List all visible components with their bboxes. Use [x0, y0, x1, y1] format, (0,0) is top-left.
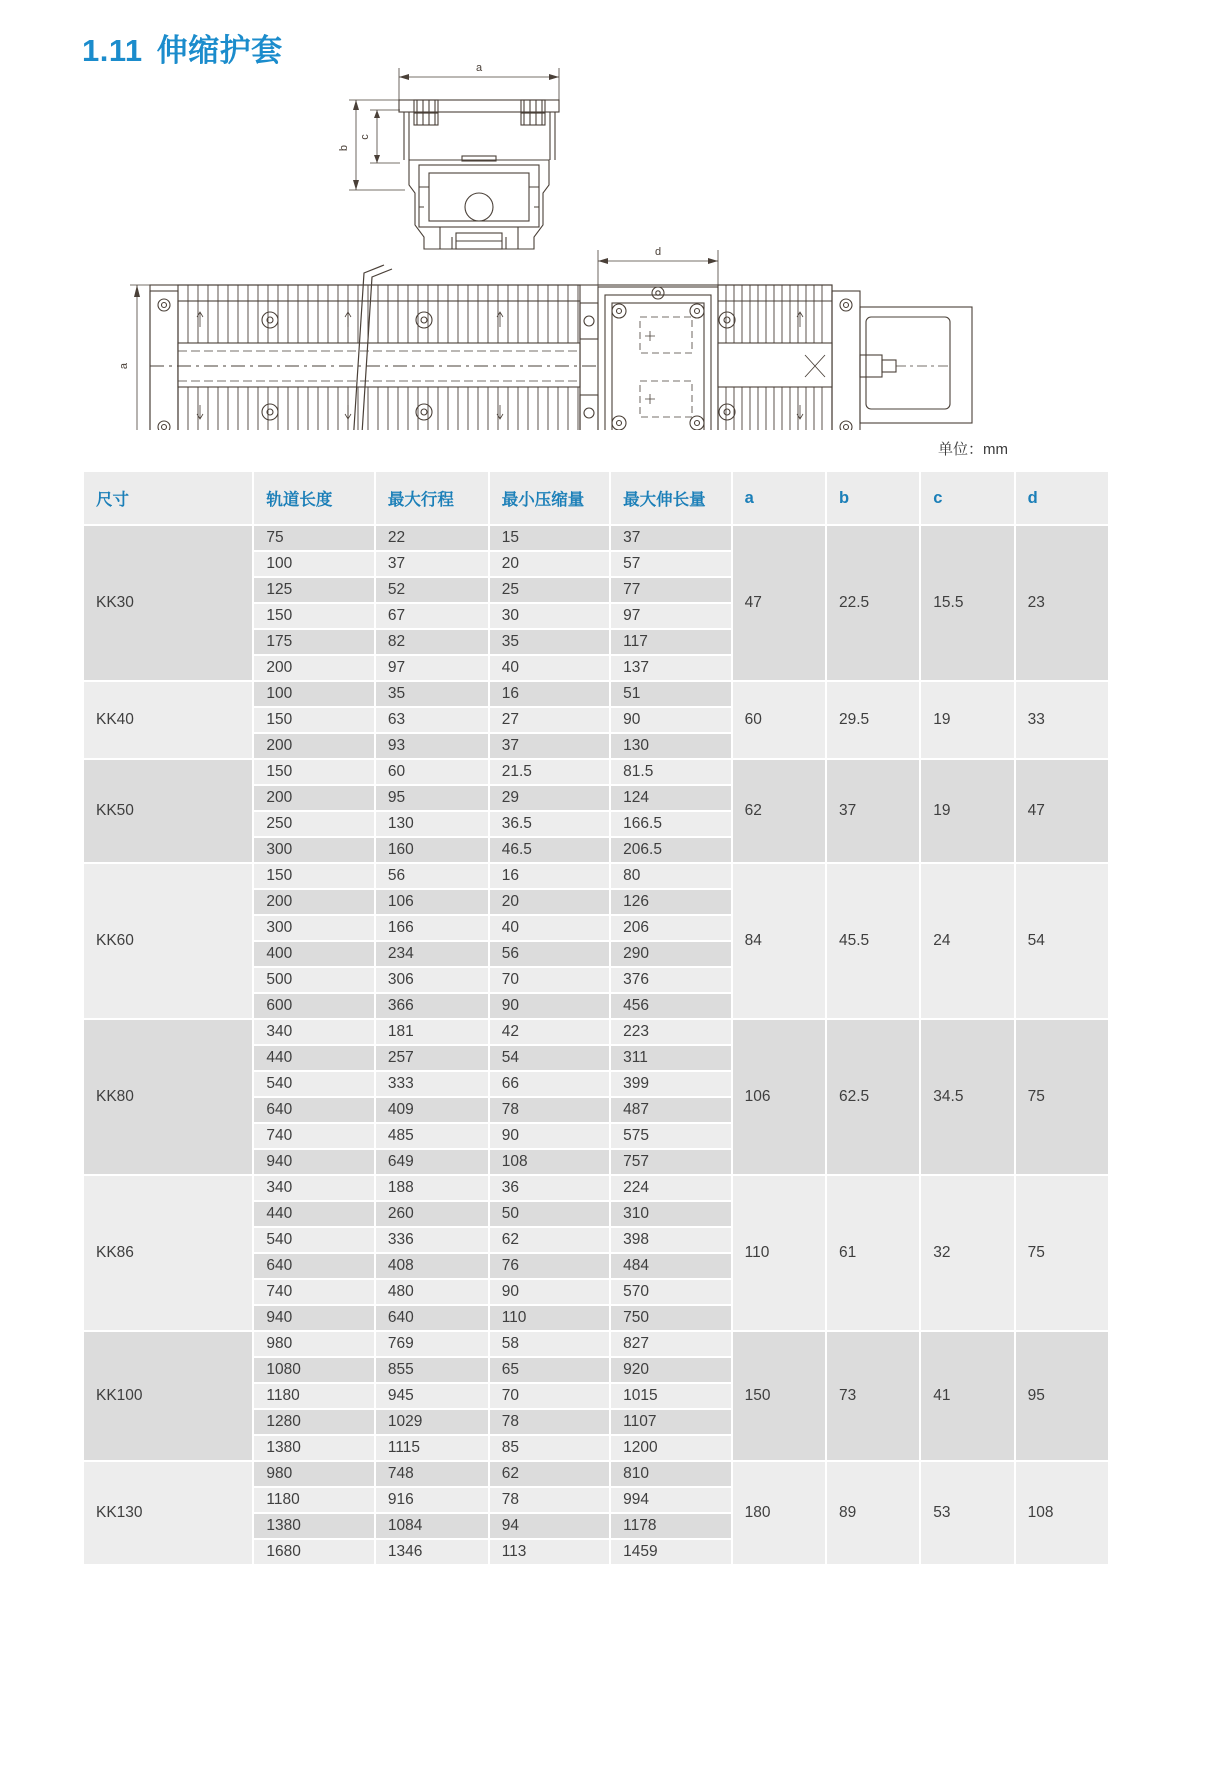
- cell-min-compression: 36: [490, 1176, 609, 1200]
- cell-max-travel: 37: [376, 552, 488, 576]
- cell-max-extension: 166.5: [611, 812, 730, 836]
- cell-rail-length: 100: [254, 682, 373, 706]
- table-row: [84, 864, 1108, 888]
- cell-max-extension: 1107: [611, 1410, 730, 1434]
- cell-rail-length: 340: [254, 1020, 373, 1044]
- cell-rail-length: 200: [254, 734, 373, 758]
- cell-rail-length: 150: [254, 708, 373, 732]
- cell-min-compression: 15: [490, 526, 609, 550]
- cell-max-travel: 130: [376, 812, 488, 836]
- cell-rail-length: 200: [254, 890, 373, 914]
- cell-min-compression: 40: [490, 656, 609, 680]
- cell-min-compression: 65: [490, 1358, 609, 1382]
- cell-rail-length: 125: [254, 578, 373, 602]
- cell-max-extension: 487: [611, 1098, 730, 1122]
- cell-max-travel: 67: [376, 604, 488, 628]
- cell-max-extension: 994: [611, 1488, 730, 1512]
- cell-size: KK50: [84, 760, 252, 862]
- cell-rail-length: 150: [254, 760, 373, 784]
- cell-min-compression: 62: [490, 1228, 609, 1252]
- dim-label-a-side: a: [118, 362, 130, 370]
- cell-max-travel: 257: [376, 1046, 488, 1070]
- cell-min-compression: 58: [490, 1332, 609, 1356]
- cell-a: 110: [733, 1176, 825, 1330]
- cell-rail-length: 300: [254, 916, 373, 940]
- cell-max-extension: 1459: [611, 1540, 730, 1564]
- header-size: 尺寸: [84, 472, 252, 524]
- cell-max-travel: 93: [376, 734, 488, 758]
- cell-max-travel: 22: [376, 526, 488, 550]
- cell-max-travel: 945: [376, 1384, 488, 1408]
- dim-label-d-top: d: [654, 246, 662, 258]
- cell-min-compression: 90: [490, 1280, 609, 1304]
- cell-max-extension: 1200: [611, 1436, 730, 1460]
- cell-min-compression: 35: [490, 630, 609, 654]
- cell-c: 41: [921, 1332, 1013, 1460]
- cell-min-compression: 27: [490, 708, 609, 732]
- cell-min-compression: 54: [490, 1046, 609, 1070]
- cell-max-travel: 60: [376, 760, 488, 784]
- cell-rail-length: 1080: [254, 1358, 373, 1382]
- cell-max-travel: 95: [376, 786, 488, 810]
- cell-max-extension: 1178: [611, 1514, 730, 1538]
- cell-rail-length: 600: [254, 994, 373, 1018]
- cell-max-extension: 575: [611, 1124, 730, 1148]
- cell-max-travel: 336: [376, 1228, 488, 1252]
- cell-a: 84: [733, 864, 825, 1018]
- cell-size: KK130: [84, 1462, 252, 1564]
- cell-min-compression: 16: [490, 864, 609, 888]
- cell-max-travel: 855: [376, 1358, 488, 1382]
- cell-min-compression: 46.5: [490, 838, 609, 862]
- cell-max-travel: 1346: [376, 1540, 488, 1564]
- cell-size: KK60: [84, 864, 252, 1018]
- cell-max-travel: 1084: [376, 1514, 488, 1538]
- cell-max-travel: 35: [376, 682, 488, 706]
- cell-rail-length: 1280: [254, 1410, 373, 1434]
- cell-max-travel: 649: [376, 1150, 488, 1174]
- cell-size: KK30: [84, 526, 252, 680]
- cell-c: 34.5: [921, 1020, 1013, 1174]
- cell-max-travel: 188: [376, 1176, 488, 1200]
- cell-min-compression: 85: [490, 1436, 609, 1460]
- unit-note: 单位：mm: [938, 441, 1008, 458]
- cell-max-extension: 398: [611, 1228, 730, 1252]
- cell-min-compression: 66: [490, 1072, 609, 1096]
- cell-max-travel: 56: [376, 864, 488, 888]
- cell-rail-length: 740: [254, 1280, 373, 1304]
- cell-c: 19: [921, 682, 1013, 758]
- technical-drawing: [0, 55, 1223, 430]
- cell-rail-length: 1180: [254, 1488, 373, 1512]
- cell-min-compression: 21.5: [490, 760, 609, 784]
- table-row: [84, 1332, 1108, 1356]
- cell-size: KK80: [84, 1020, 252, 1174]
- cell-min-compression: 70: [490, 1384, 609, 1408]
- cell-max-extension: 223: [611, 1020, 730, 1044]
- cell-min-compression: 40: [490, 916, 609, 940]
- dim-label-b-left: b: [338, 144, 350, 152]
- cell-size: KK100: [84, 1332, 252, 1460]
- cell-min-compression: 16: [490, 682, 609, 706]
- cell-rail-length: 980: [254, 1462, 373, 1486]
- table-row: [84, 1176, 1108, 1200]
- cell-max-extension: 290: [611, 942, 730, 966]
- cell-c: 32: [921, 1176, 1013, 1330]
- cell-rail-length: 500: [254, 968, 373, 992]
- cell-b: 37: [827, 760, 919, 862]
- cell-max-travel: 409: [376, 1098, 488, 1122]
- drawing-svg: [0, 55, 1223, 430]
- cell-max-travel: 748: [376, 1462, 488, 1486]
- cell-rail-length: 100: [254, 552, 373, 576]
- cell-max-extension: 124: [611, 786, 730, 810]
- cell-rail-length: 250: [254, 812, 373, 836]
- cell-rail-length: 200: [254, 786, 373, 810]
- cell-min-compression: 37: [490, 734, 609, 758]
- header-max-extension: 最大伸长量: [611, 472, 730, 524]
- header-max-travel: 最大行程: [376, 472, 488, 524]
- cell-c: 19: [921, 760, 1013, 862]
- cell-rail-length: 440: [254, 1046, 373, 1070]
- cell-max-extension: 920: [611, 1358, 730, 1382]
- cell-max-travel: 63: [376, 708, 488, 732]
- cell-d: 23: [1016, 526, 1108, 680]
- cell-max-extension: 117: [611, 630, 730, 654]
- cell-rail-length: 540: [254, 1072, 373, 1096]
- header-rail-length: 轨道长度: [254, 472, 373, 524]
- spec-table-container: [82, 470, 1110, 1566]
- cell-c: 15.5: [921, 526, 1013, 680]
- header-min-compression: 最小压缩量: [490, 472, 609, 524]
- cell-min-compression: 78: [490, 1488, 609, 1512]
- cell-max-travel: 52: [376, 578, 488, 602]
- cell-min-compression: 30: [490, 604, 609, 628]
- cell-max-travel: 82: [376, 630, 488, 654]
- cell-max-extension: 206.5: [611, 838, 730, 862]
- cell-max-extension: 399: [611, 1072, 730, 1096]
- cell-min-compression: 90: [490, 1124, 609, 1148]
- spec-table: [82, 470, 1110, 1566]
- cell-max-travel: 160: [376, 838, 488, 862]
- cell-min-compression: 36.5: [490, 812, 609, 836]
- spec-table-header-row: [84, 472, 1108, 524]
- cell-min-compression: 90: [490, 994, 609, 1018]
- cell-min-compression: 56: [490, 942, 609, 966]
- cell-min-compression: 42: [490, 1020, 609, 1044]
- cell-max-extension: 80: [611, 864, 730, 888]
- cell-max-travel: 1029: [376, 1410, 488, 1434]
- cell-min-compression: 25: [490, 578, 609, 602]
- page-title-number: 1.11: [82, 33, 143, 68]
- cell-max-extension: 376: [611, 968, 730, 992]
- cell-d: 75: [1016, 1020, 1108, 1174]
- cell-size: KK40: [84, 682, 252, 758]
- cell-min-compression: 78: [490, 1410, 609, 1434]
- cell-d: 54: [1016, 864, 1108, 1018]
- header-d: d: [1016, 472, 1108, 524]
- cell-max-extension: 310: [611, 1202, 730, 1226]
- cell-max-travel: 106: [376, 890, 488, 914]
- header-c: c: [921, 472, 1013, 524]
- cell-rail-length: 150: [254, 864, 373, 888]
- cell-min-compression: 29: [490, 786, 609, 810]
- cell-a: 62: [733, 760, 825, 862]
- cell-min-compression: 94: [490, 1514, 609, 1538]
- cell-max-travel: 234: [376, 942, 488, 966]
- cell-c: 53: [921, 1462, 1013, 1564]
- cell-max-travel: 97: [376, 656, 488, 680]
- cell-rail-length: 640: [254, 1098, 373, 1122]
- header-a: a: [733, 472, 825, 524]
- cell-max-extension: 456: [611, 994, 730, 1018]
- cell-max-extension: 757: [611, 1150, 730, 1174]
- cell-max-travel: 260: [376, 1202, 488, 1226]
- cell-b: 45.5: [827, 864, 919, 1018]
- cell-d: 33: [1016, 682, 1108, 758]
- cell-rail-length: 940: [254, 1306, 373, 1330]
- cell-max-extension: 1015: [611, 1384, 730, 1408]
- cell-max-travel: 333: [376, 1072, 488, 1096]
- cell-a: 150: [733, 1332, 825, 1460]
- cell-min-compression: 110: [490, 1306, 609, 1330]
- dim-label-c-inner: c: [359, 134, 371, 140]
- cell-rail-length: 400: [254, 942, 373, 966]
- cell-max-extension: 81.5: [611, 760, 730, 784]
- cell-d: 75: [1016, 1176, 1108, 1330]
- cell-min-compression: 62: [490, 1462, 609, 1486]
- cell-rail-length: 540: [254, 1228, 373, 1252]
- cell-rail-length: 200: [254, 656, 373, 680]
- page-title-text: 伸缩护套: [156, 33, 283, 68]
- table-row: [84, 1020, 1108, 1044]
- cell-max-extension: 827: [611, 1332, 730, 1356]
- table-row: [84, 1462, 1108, 1486]
- cell-max-extension: 77: [611, 578, 730, 602]
- table-row: [84, 682, 1108, 706]
- cell-max-extension: 206: [611, 916, 730, 940]
- cell-min-compression: 76: [490, 1254, 609, 1278]
- cell-min-compression: 20: [490, 552, 609, 576]
- cell-rail-length: 1380: [254, 1514, 373, 1538]
- cell-b: 29.5: [827, 682, 919, 758]
- dim-label-a-top: a: [475, 62, 483, 74]
- cell-rail-length: 940: [254, 1150, 373, 1174]
- cell-max-extension: 810: [611, 1462, 730, 1486]
- table-row: [84, 760, 1108, 784]
- cell-max-travel: 166: [376, 916, 488, 940]
- cell-max-extension: 137: [611, 656, 730, 680]
- cell-max-extension: 51: [611, 682, 730, 706]
- cell-d: 95: [1016, 1332, 1108, 1460]
- cell-rail-length: 75: [254, 526, 373, 550]
- cell-min-compression: 108: [490, 1150, 609, 1174]
- cell-max-extension: 130: [611, 734, 730, 758]
- cell-max-travel: 1115: [376, 1436, 488, 1460]
- cell-size: KK86: [84, 1176, 252, 1330]
- cell-max-travel: 769: [376, 1332, 488, 1356]
- cell-max-travel: 408: [376, 1254, 488, 1278]
- cell-max-extension: 126: [611, 890, 730, 914]
- cell-rail-length: 980: [254, 1332, 373, 1356]
- cell-c: 24: [921, 864, 1013, 1018]
- cell-min-compression: 78: [490, 1098, 609, 1122]
- cell-min-compression: 113: [490, 1540, 609, 1564]
- cell-a: 180: [733, 1462, 825, 1564]
- cell-b: 62.5: [827, 1020, 919, 1174]
- cell-b: 73: [827, 1332, 919, 1460]
- cell-rail-length: 300: [254, 838, 373, 862]
- cell-max-extension: 97: [611, 604, 730, 628]
- cell-a: 60: [733, 682, 825, 758]
- cell-max-extension: 37: [611, 526, 730, 550]
- cell-rail-length: 740: [254, 1124, 373, 1148]
- cell-rail-length: 440: [254, 1202, 373, 1226]
- cell-max-travel: 306: [376, 968, 488, 992]
- spec-table-body: [84, 526, 1108, 1564]
- cell-a: 106: [733, 1020, 825, 1174]
- cell-max-extension: 57: [611, 552, 730, 576]
- cell-min-compression: 50: [490, 1202, 609, 1226]
- cell-max-travel: 485: [376, 1124, 488, 1148]
- cell-max-extension: 750: [611, 1306, 730, 1330]
- cell-max-extension: 90: [611, 708, 730, 732]
- cell-rail-length: 175: [254, 630, 373, 654]
- cell-rail-length: 640: [254, 1254, 373, 1278]
- spec-table-head: [84, 472, 1108, 524]
- header-b: b: [827, 472, 919, 524]
- cell-max-extension: 484: [611, 1254, 730, 1278]
- cell-b: 22.5: [827, 526, 919, 680]
- cell-max-extension: 311: [611, 1046, 730, 1070]
- cell-max-extension: 570: [611, 1280, 730, 1304]
- cell-max-travel: 366: [376, 994, 488, 1018]
- cell-a: 47: [733, 526, 825, 680]
- cell-max-extension: 224: [611, 1176, 730, 1200]
- cell-min-compression: 20: [490, 890, 609, 914]
- cell-rail-length: 340: [254, 1176, 373, 1200]
- cell-d: 47: [1016, 760, 1108, 862]
- cell-rail-length: 150: [254, 604, 373, 628]
- cell-max-travel: 640: [376, 1306, 488, 1330]
- cell-d: 108: [1016, 1462, 1108, 1564]
- cell-rail-length: 1380: [254, 1436, 373, 1460]
- cell-rail-length: 1180: [254, 1384, 373, 1408]
- cell-rail-length: 1680: [254, 1540, 373, 1564]
- cell-max-travel: 480: [376, 1280, 488, 1304]
- cell-b: 61: [827, 1176, 919, 1330]
- cell-b: 89: [827, 1462, 919, 1564]
- cell-max-travel: 181: [376, 1020, 488, 1044]
- cell-min-compression: 70: [490, 968, 609, 992]
- cell-max-travel: 916: [376, 1488, 488, 1512]
- table-row: [84, 526, 1108, 550]
